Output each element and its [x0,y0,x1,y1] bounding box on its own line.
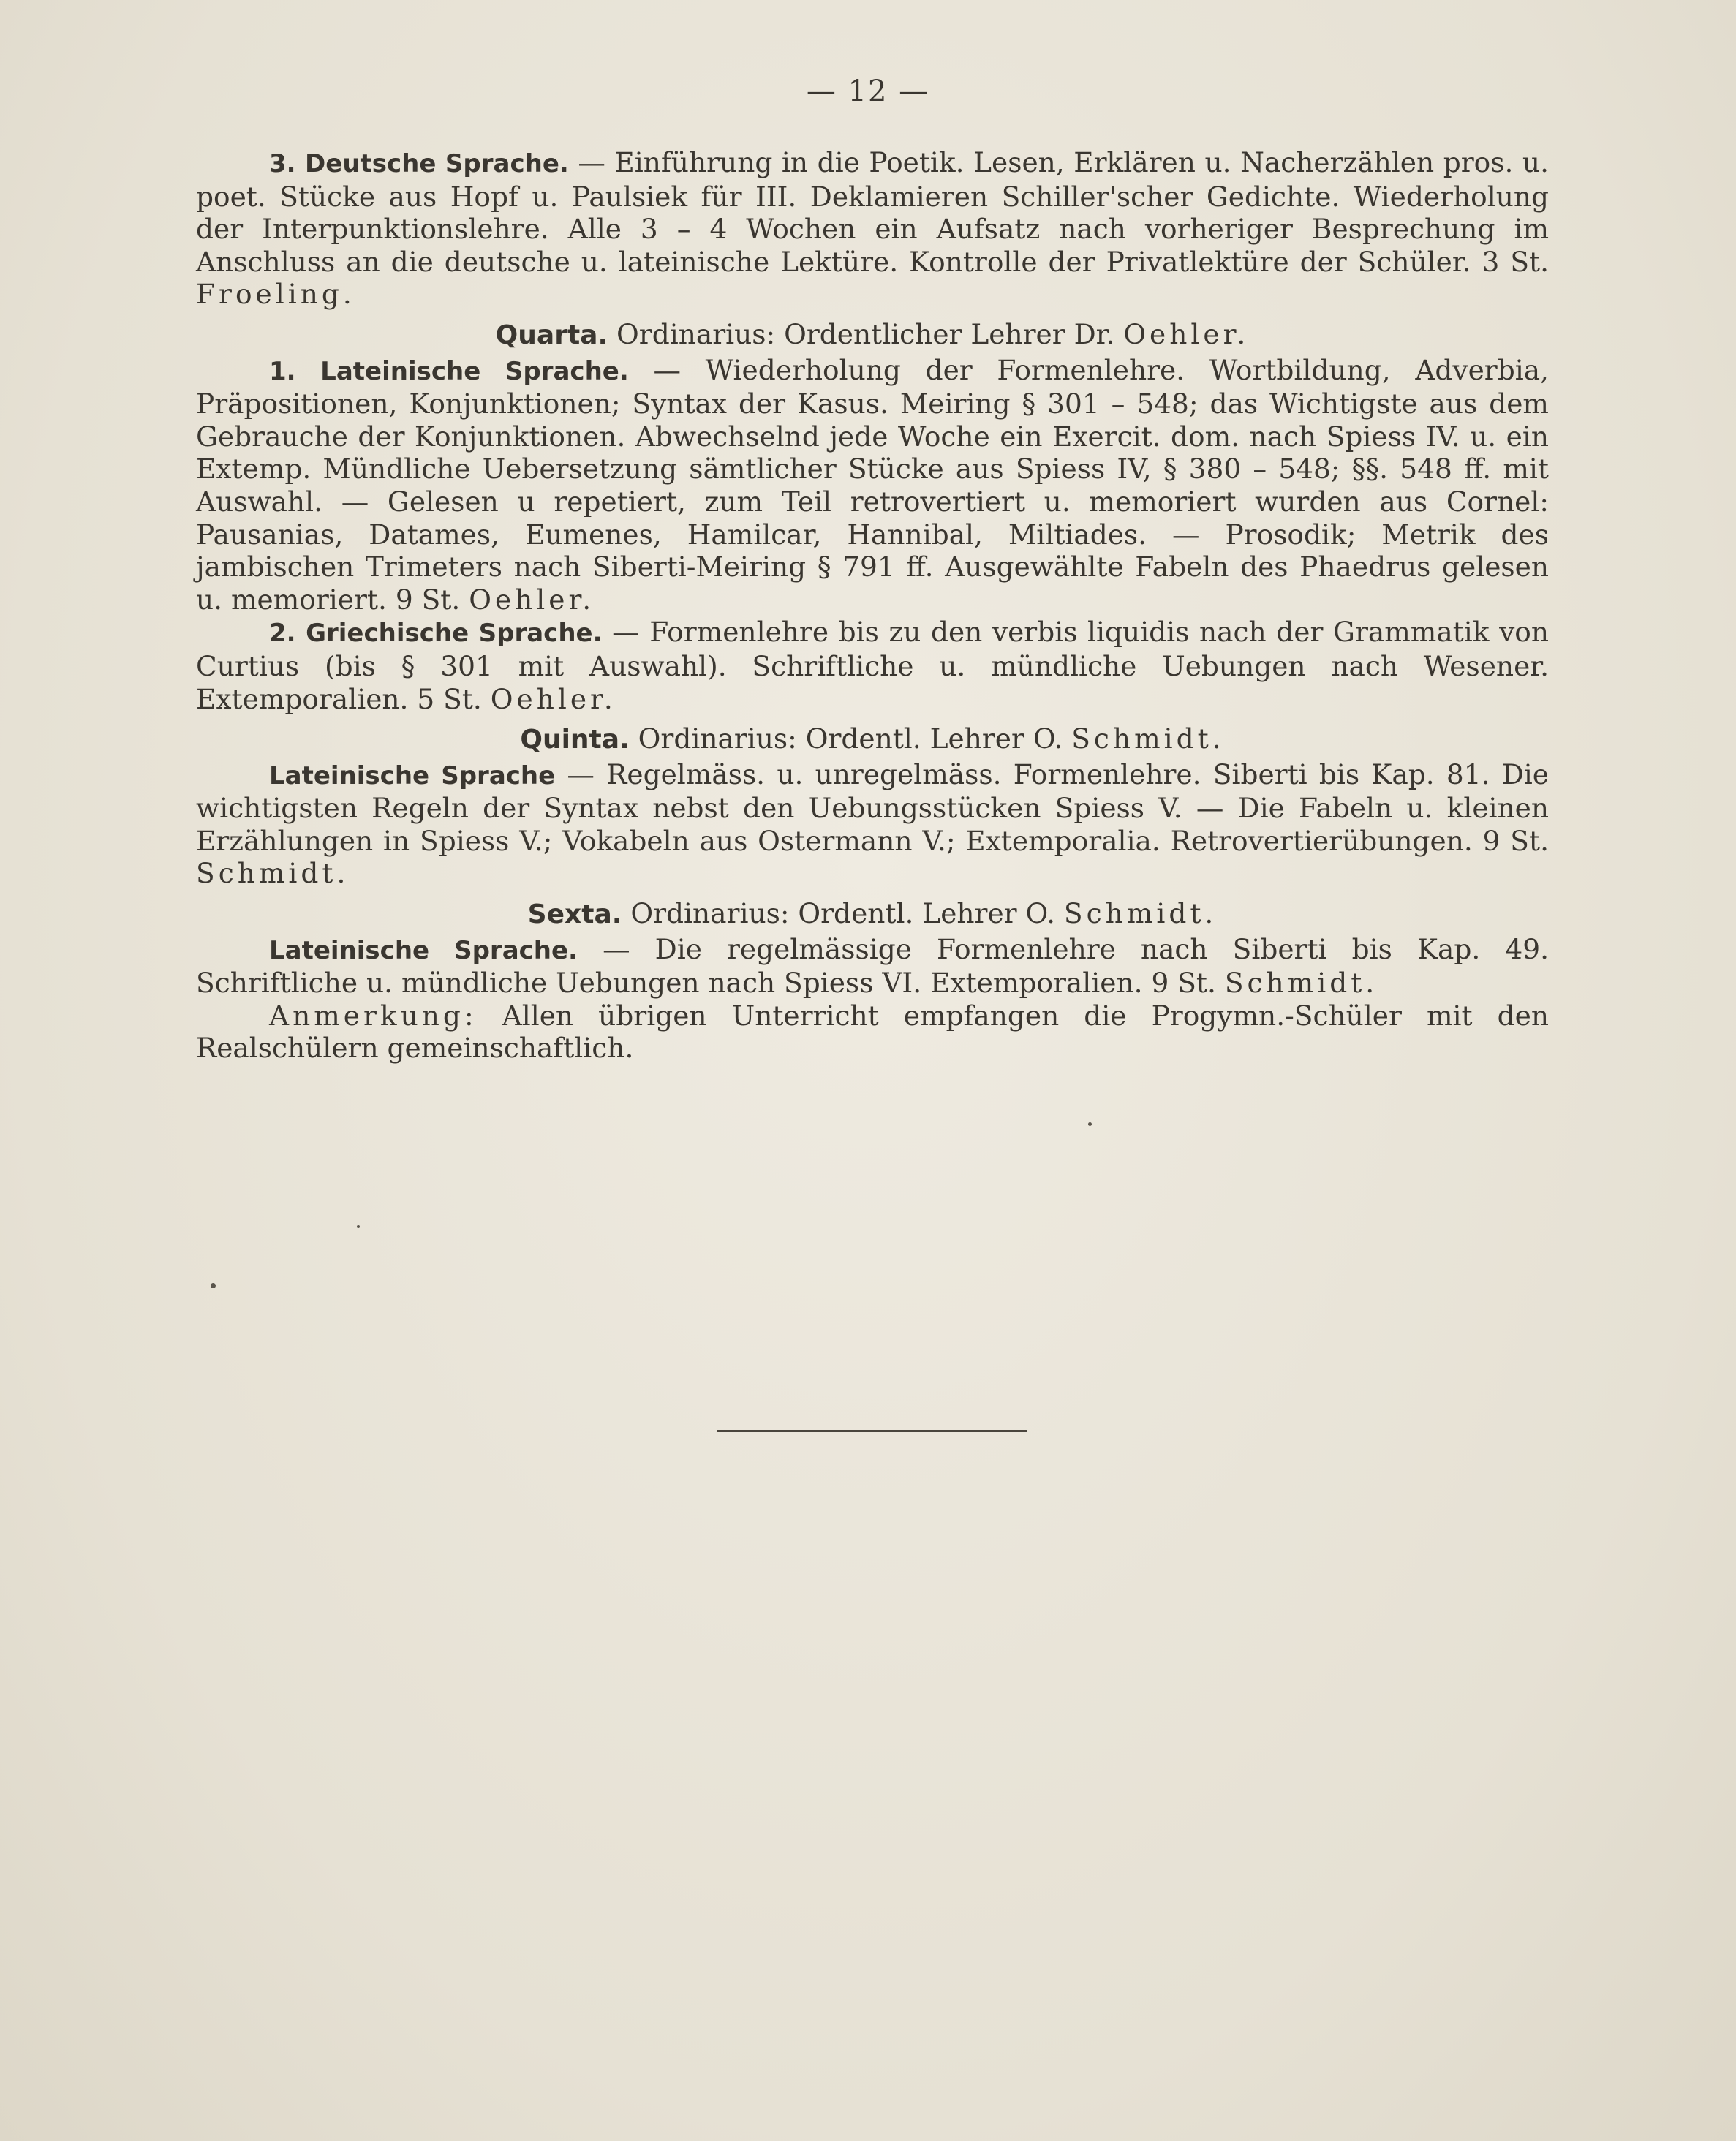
heading-text: Ordinarius: Ordentl. Lehrer O. [629,722,1072,755]
class-heading-quinta [196,722,1549,757]
print-speck [357,1225,360,1228]
subject-label: 3. Deutsche Sprache. [269,149,569,178]
paragraph-griechische-sprache [196,616,1549,715]
text-body [196,146,1549,1065]
closing-rule [717,1430,1027,1432]
subject-label: 2. Griechische Sprache. [269,619,603,649]
paragraph-lateinische-sprache-quarta [196,354,1549,616]
paragraph-text: — Einführung in die Poetik. Lesen, Erklären u. Nacherzählen pros. u. poet. Stücke aus Hopf u. Paulsiek für III. Deklamieren Schiller'scher Gedichte. Wiederholung der Interpunktionslehre. Alle 3 – 4 Wochen ein Aufsatz nach vorheriger Besprechung im Anschluss an die deutsche u. lateinische Lektüre. Kontrolle der Privatlektüre der Schüler. 3 St. [196,146,1549,278]
teacher-name: Schmidt. [1071,722,1225,755]
subject-label: Lateinische Sprache. [269,935,578,965]
subject-label: Lateinische Sprache [269,760,556,790]
note-text: Allen übrigen Unterricht empfangen die Progymn.-Schüler mit den Realschülern gemeinschaftlich. [196,999,1549,1065]
class-heading-sexta [196,897,1549,932]
class-label: Sexta. [527,899,622,930]
teacher-name: Schmidt. [1063,897,1218,930]
paragraph-lateinische-sprache-sexta [196,933,1549,1000]
heading-text: Ordinarius: Ordentlicher Lehrer Dr. [608,317,1124,350]
class-label: Quinta. [520,725,630,755]
page-number: — 12 — [806,75,930,108]
teacher-name: Schmidt. [196,857,350,890]
class-label: Quarta. [495,320,608,350]
teacher-name: Oehler. [469,583,595,616]
paragraph-text: — Formenlehre bis zu den verbis liquidis nach der Grammatik von Curtius (bis § 301 mit Auswahl). Schriftliche u. mündliche Uebungen nach Wesener. Extemporalien. 5 St. [196,616,1549,715]
teacher-name: Oehler. [490,682,616,715]
teacher-name: Froeling. [196,278,355,311]
paragraph-text: — Wiederholung der Formenlehre. Wortbildung, Adverbia, Präpositionen, Konjunktionen; Syntax der Kasus. Meiring § 301 – 548; das Wichtigste aus dem Gebrauche der Konjunktionen. Abwechselnd jede Woche ein Exercit. dom. nach Spiess IV. u. ein Extemp. Mündliche Uebersetzung sämtlicher Stücke aus Spiess IV, § 380 – 548; §§. 548 ff. mit Auswahl. — Gelesen u repetiert, zum Teil retrovertiert u. memoriert wurden aus Cornel: Pausanias, Datames, Eumenes, Hamilcar, Hannibal, Miltiades. — Prosodik; Metrik des jambischen Trimeters nach Siberti-Meiring § 791 ff. Ausgewählte Fabeln des Phaedrus gelesen u. memoriert. 9 St. [196,353,1549,616]
paragraph-anmerkung [196,1000,1549,1065]
teacher-name: Schmidt. [1224,967,1378,1000]
paragraph-text: — Die regelmässige Formenlehre nach Siberti bis Kap. 49. Schriftliche u. mündliche Uebungen nach Spiess VI. Extemporalien. 9 St. [196,932,1549,1000]
paragraph-text: — Regelmäss. u. unregelmäss. Formenlehre. Siberti bis Kap. 81. Die wichtigsten Regeln der Syntax nebst den Uebungsstücken Spiess V. — Die Fabeln u. kleinen Erzählungen in Spiess V.; Vokabeln aus Ostermann V.; Extemporalia. Retrovertierübungen. 9 St. [196,758,1549,857]
print-speck [1088,1122,1092,1126]
paragraph-deutsche-sprache [196,146,1549,311]
class-heading-quarta [196,318,1549,352]
heading-text: Ordinarius: Ordentl. Lehrer O. [622,897,1064,930]
print-speck [211,1283,216,1288]
paragraph-lateinische-sprache-quinta [196,758,1549,890]
teacher-name: Oehler. [1123,317,1250,350]
note-label: Anmerkung: [269,999,478,1032]
subject-label: 1. Lateinische Sprache. [269,356,629,386]
